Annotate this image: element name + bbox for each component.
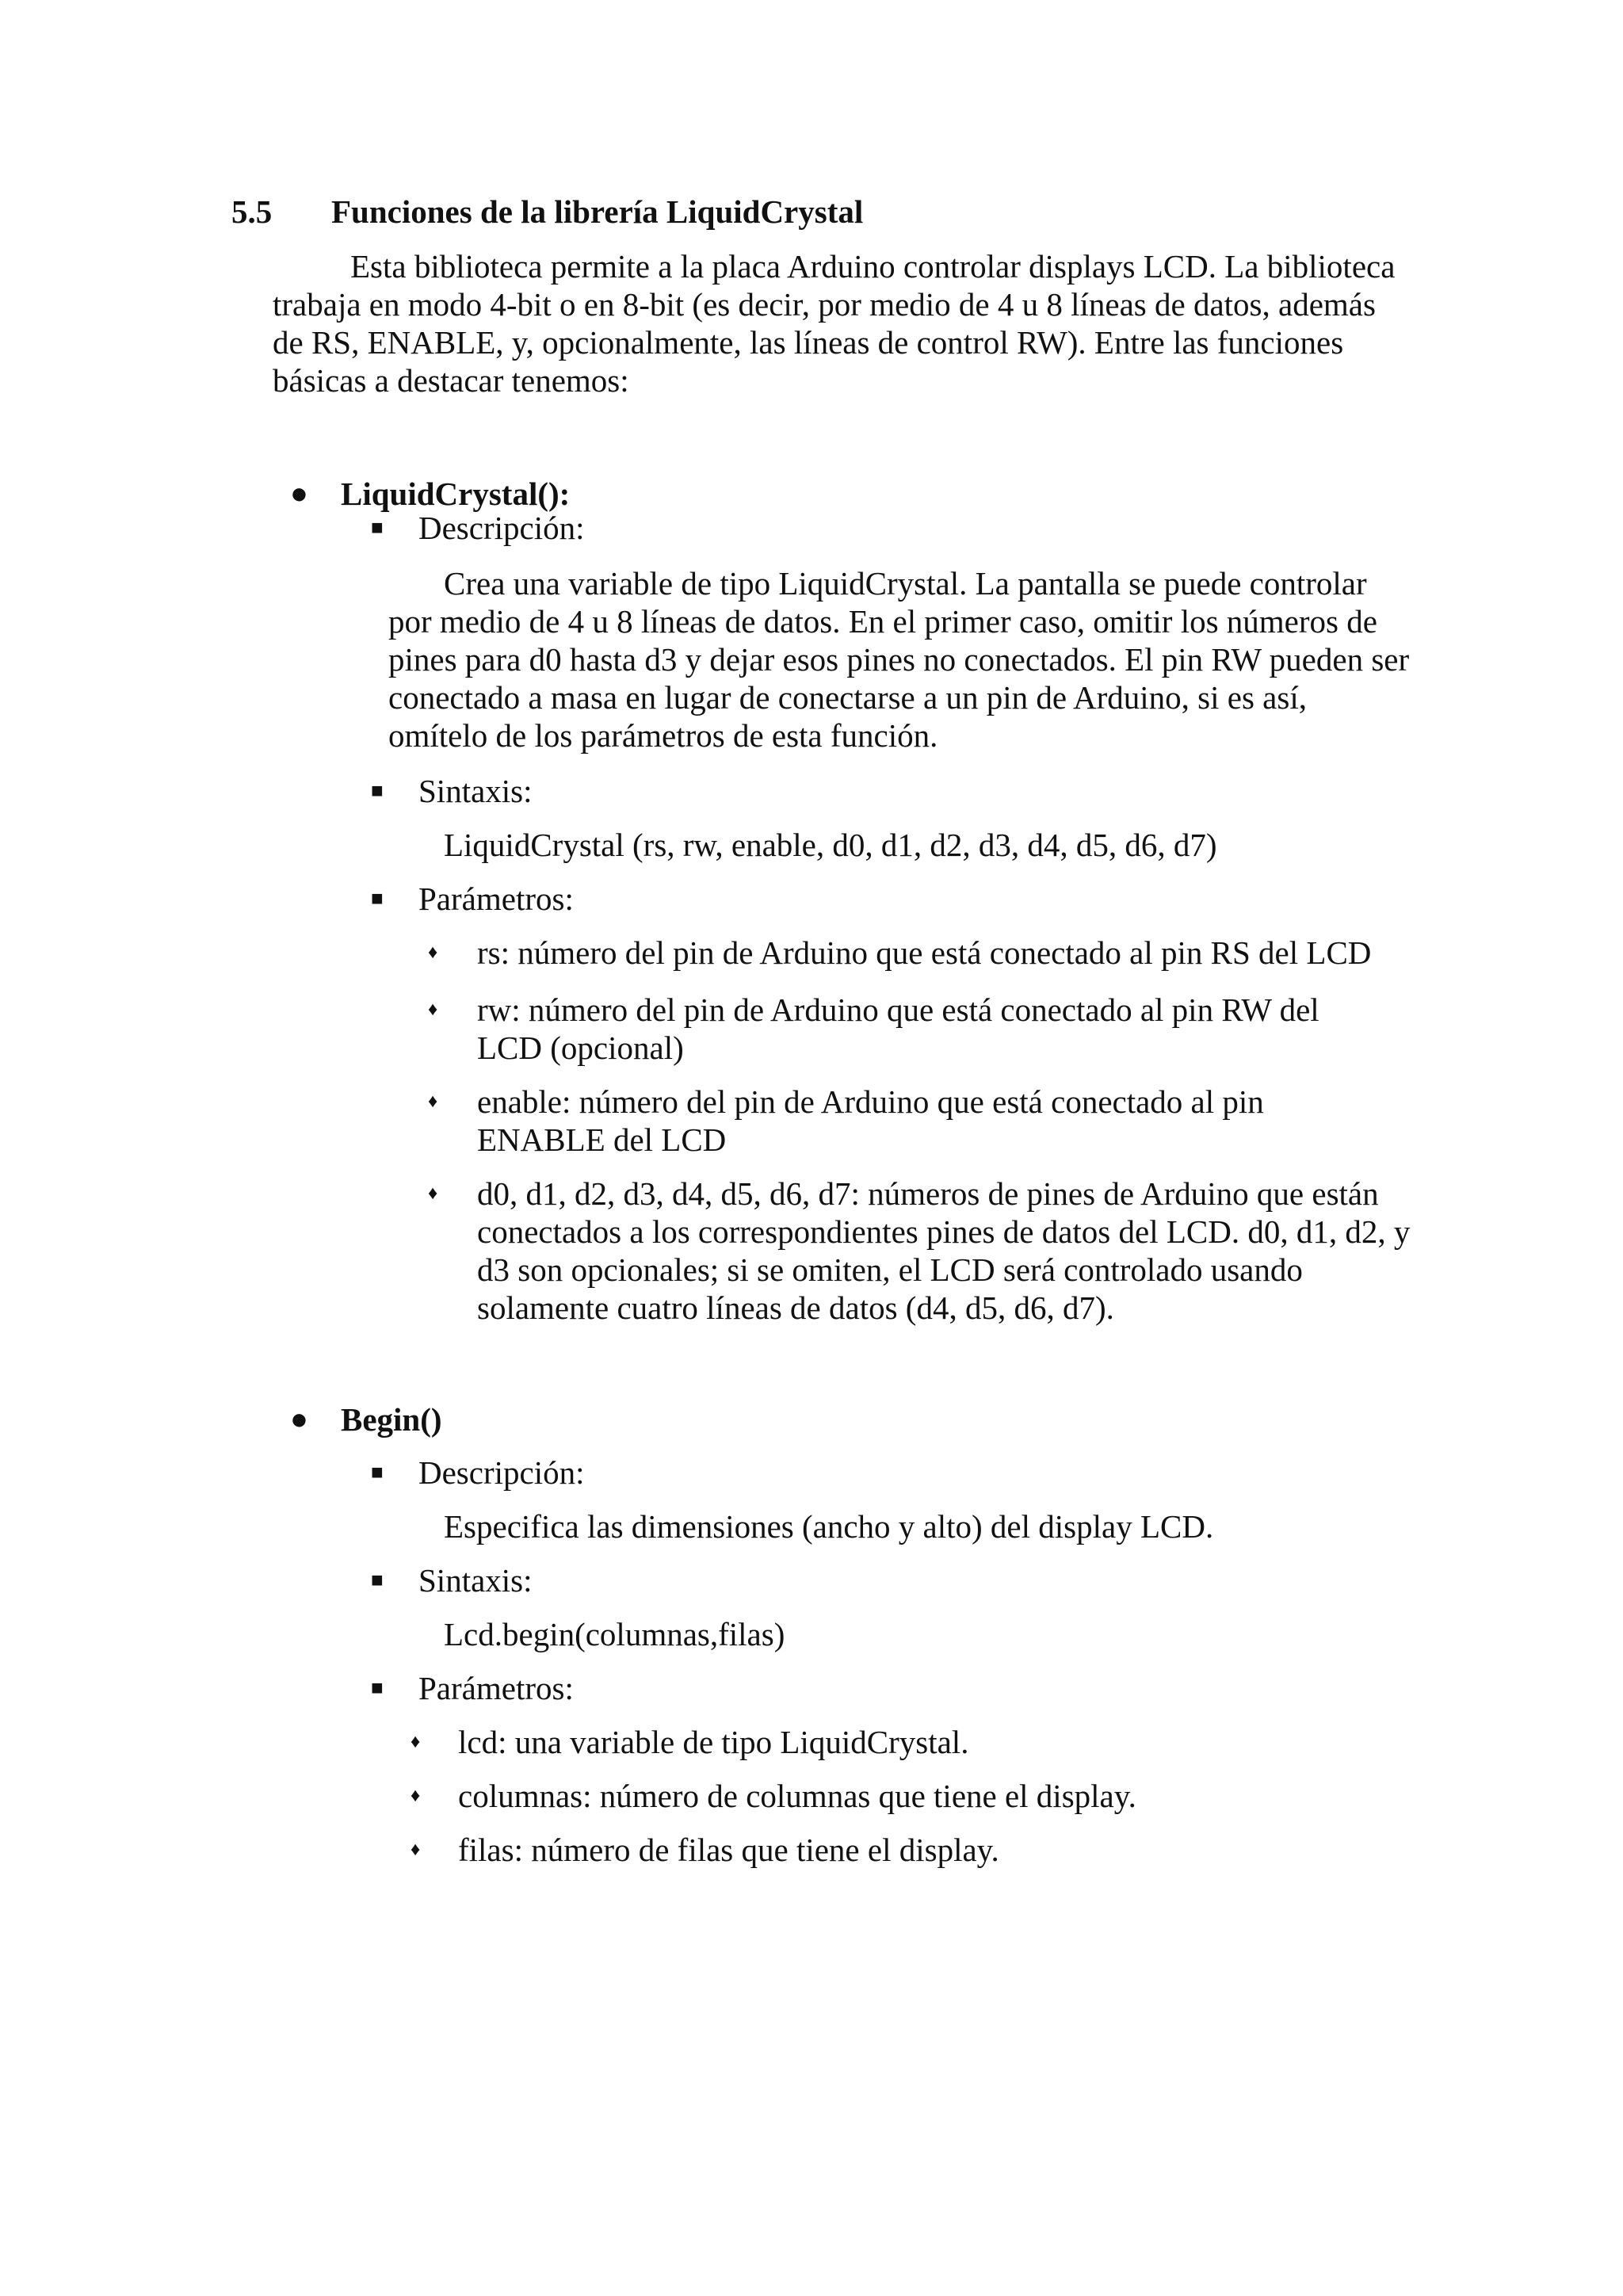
param-item: columnas: número de columnas que tiene el display. [458,1778,1136,1814]
description-label: Descripción: [418,1454,585,1491]
params-label: Parámetros: [418,1670,574,1706]
bullet-icon: ● [290,1403,308,1436]
diamond-bullet-icon: ♦ [411,1839,421,1860]
syntax-label: Sintaxis: [418,1562,533,1599]
param-item: rw: número del pin de Arduino que está conectado al pin RW del LCD (opcional) [477,991,1319,1066]
diamond-bullet-icon: ♦ [411,1786,421,1806]
syntax-text: Lcd.begin(columnas,filas) [444,1616,785,1652]
param-item: enable: número del pin de Arduino que está conectado al pin ENABLE del LCD [477,1083,1264,1158]
diamond-bullet-icon: ♦ [428,999,438,1020]
square-bullet-icon: ■ [371,779,384,802]
section-number: 5.5 [231,193,273,230]
intro-paragraph: Esta biblioteca permite a la placa Arduino controlar displays LCD. La biblioteca trabaja en modo 4-bit o en 8-bit (es decir, por medio de 4 u 8 líneas de datos, además de RS, ENABLE, y, opcionalmente, las líneas de control RW). Entre las funciones básicas a destacar tenemos: [273,248,1396,399]
function-title: LiquidCrystal(): [341,476,571,512]
square-bullet-icon: ■ [371,887,384,910]
params-label: Parámetros: [418,881,574,917]
square-bullet-icon: ■ [371,516,384,539]
section-title: Funciones de la librería LiquidCrystal [331,193,864,230]
syntax-label: Sintaxis: [418,773,533,809]
square-bullet-icon: ■ [371,1676,384,1699]
description-label: Descripción: [418,510,585,546]
diamond-bullet-icon: ♦ [411,1732,421,1752]
function-title: Begin() [341,1401,442,1438]
diamond-bullet-icon: ♦ [428,942,438,963]
description-text: Crea una variable de tipo LiquidCrystal. La pantalla se puede controlar por medio de 4 u 8 líneas de datos. En el primer caso, omitir los números de pines para d0 hasta d3 y dejar esos pines no conectados. El pin RW pueden ser conectado a masa en lugar de conectarse a un pin de Arduino, si es así, omítelo de los parámetros de esta función. [388,565,1410,754]
bullet-icon: ● [290,477,308,510]
diamond-bullet-icon: ♦ [428,1091,438,1112]
square-bullet-icon: ■ [371,1461,384,1484]
section-heading [231,192,863,231]
diamond-bullet-icon: ♦ [428,1183,438,1204]
param-item: filas: número de filas que tiene el display. [458,1832,999,1868]
param-item: rs: número del pin de Arduino que está conectado al pin RS del LCD [477,934,1372,971]
description-text: Especifica las dimensiones (ancho y alto) del display LCD. [444,1508,1214,1545]
param-item: d0, d1, d2, d3, d4, d5, d6, d7: números de pines de Arduino que están conectados a los correspondientes pines de datos del LCD. d0, d1, d2, y d3 son opcionales; si se omiten, el LCD será controlado usando solamente cuatro líneas de datos (d4, d5, d6, d7). [477,1175,1411,1326]
syntax-text: LiquidCrystal (rs, rw, enable, d0, d1, d2, d3, d4, d5, d6, d7) [444,827,1217,863]
param-item: lcd: una variable de tipo LiquidCrystal. [458,1724,969,1760]
square-bullet-icon: ■ [371,1568,384,1591]
